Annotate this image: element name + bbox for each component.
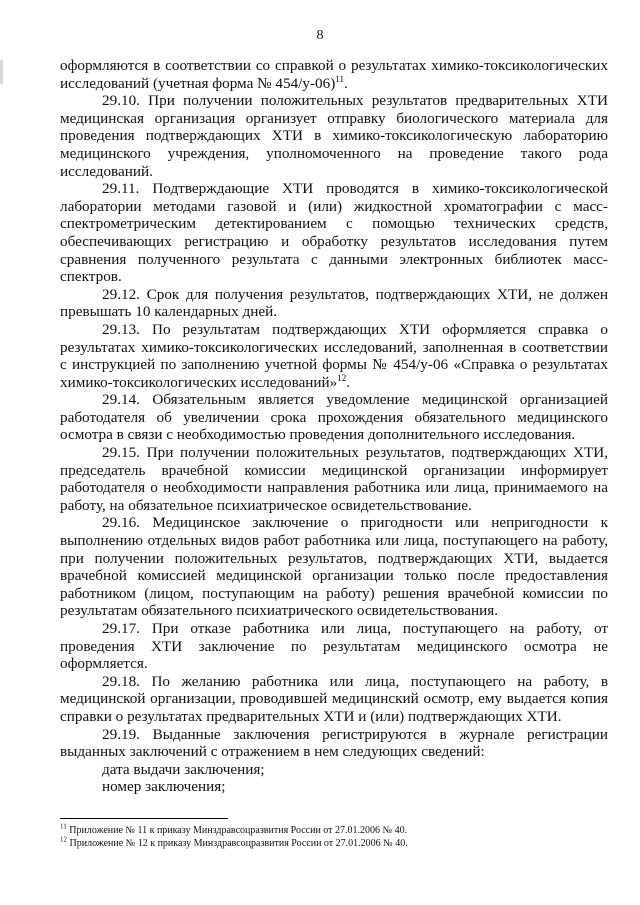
paragraph — [60, 391, 608, 444]
paragraph — [60, 444, 608, 514]
footnote-reference: 11 — [335, 73, 344, 84]
paragraph-text: 29.11. Подтверждающие ХТИ проводятся в химико-токсикологической лаборатории методами газовой и (или) жидкостной хроматографии с масс-спектрометрическим детектированием с помощью технических средств, обеспечивающих регистрацию и обработку результатов исследования путем сравнения полученного результата с данными электронных библиотек масс-спектров. — [60, 180, 608, 286]
paragraph-text: 29.19. Выданные заключения регистрируются в журнале регистрации выданных заключений с отражением в нем следующих сведений: — [60, 725, 608, 761]
paragraph-text: 29.10. При получении положительных результатов предварительных ХТИ медицинская организация организует отправку биологического материала для проведения подтверждающих ХТИ в химико-токсикологическую лабораторию медицинского учреждения, уполномоченного на проведение такого рода исследований. — [60, 92, 608, 180]
paragraph — [60, 180, 608, 286]
document-body — [60, 57, 608, 796]
paragraph — [60, 286, 608, 321]
paragraph — [60, 726, 608, 761]
paragraph-text: 29.12. Срок для получения результатов, подтверждающих ХТИ, не должен превышать 10 календарных дней. — [60, 285, 608, 321]
paragraph-tail: . — [346, 373, 351, 391]
footnote-separator — [60, 818, 228, 819]
paragraph — [60, 673, 608, 726]
footnote — [60, 824, 608, 837]
paragraph-text: 29.18. По желанию работника или лица, поступающего на работу, в медицинской организации, проводившей медицинский осмотр, ему выдается копия справки о результатах предварительных ХТИ и (или) подтверждающих ХТИ. — [60, 672, 608, 725]
footnotes — [60, 824, 608, 850]
paragraph-text: 29.13. По результатам подтверждающих ХТИ оформляется справка о результатах химико-токсикологических исследований, заполненная в соответствии с инструкцией по заполнению учетной формы № 454/у-06 «Справка о результатах химико-токсикологических исследований» — [60, 320, 608, 391]
paragraph-text: 29.17. При отказе работника или лица, поступающего на работу, от проведения ХТИ заключение по результатам медицинского осмотра не оформляется. — [60, 620, 608, 673]
footnote-text: Приложение № 11 к приказу Минздравсоцразвития России от 27.01.2006 № 40. — [69, 825, 408, 836]
footnote-number: 12 — [60, 835, 67, 844]
footnote — [60, 837, 608, 850]
footnote-number: 11 — [60, 822, 67, 831]
paragraph-text: 29.16. Медицинское заключение о пригодности или непригодности к выполнению отдельных видов работ работника или лица, поступающего на работу, при получении положительных результатов, подтверждающих ХТИ, выдается врачебной комиссией медицинской организации только после предоставления работником (лицом, поступающим на работу) решения врачебной комиссии по результатам обязательного психиатрического освидетельствования. — [60, 514, 608, 620]
paragraph — [60, 57, 608, 92]
page-number: 8 — [316, 28, 324, 43]
list-item: номер заключения; — [102, 778, 226, 796]
footnote-reference: 12 — [337, 372, 347, 383]
paragraph-text: 29.15. При получении положительных результатов, подтверждающих ХТИ, председатель врачебной комиссии медицинской организации информирует работодателя о необходимости направления работника или лица, принимаемого на работу, на обязательное психиатрическое освидетельствование. — [60, 444, 608, 514]
footnote-text: Приложение № 12 к приказу Минздравсоцразвития России от 27.01.2006 № 40. — [69, 838, 408, 849]
paragraph — [60, 514, 608, 620]
scan-edge-mark — [0, 60, 3, 84]
paragraph-text: оформляются в соответствии со справкой о результатах химико-токсикологических исследований (учетная форма № 454/у-06) — [60, 57, 608, 92]
list-item: дата выдачи заключения; — [102, 760, 265, 778]
paragraph — [60, 321, 608, 391]
paragraph-tail: . — [343, 74, 348, 92]
paragraph — [60, 92, 608, 180]
paragraph — [60, 620, 608, 673]
paragraph-text: 29.14. Обязательным является уведомление медицинской организацией работодателя об увеличении срока прохождения обязательного медицинского осмотра в связи с необходимостью проведения дополнительного исследования. — [60, 391, 608, 444]
